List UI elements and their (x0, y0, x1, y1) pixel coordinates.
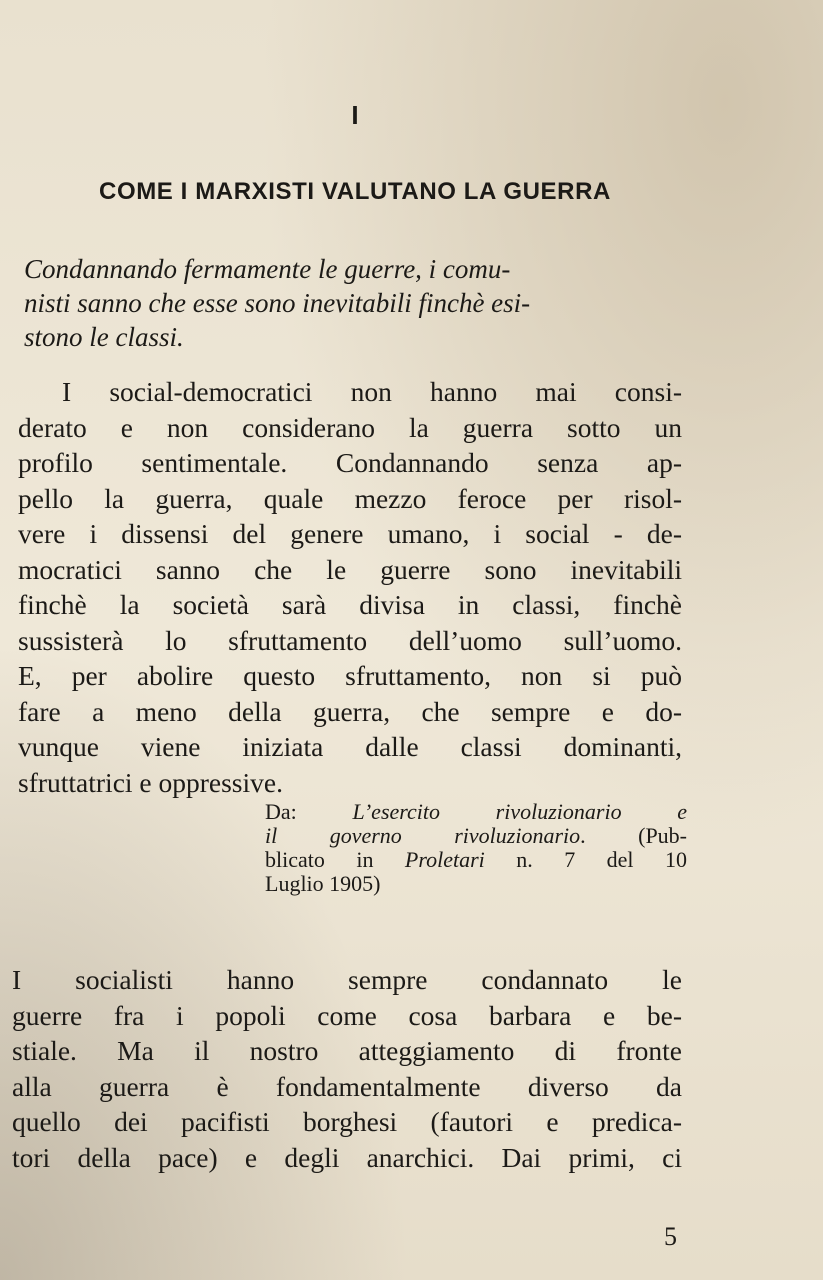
text-line: I social-democratici non hanno mai consi- (62, 376, 682, 407)
citation-prefix: Da: (265, 799, 353, 824)
epigraph-line: nisti sanno che esse sono inevitabili finchè esi- (24, 288, 531, 318)
text-line: derato e non considerano la guerra sotto un (18, 411, 682, 443)
text-line: quello dei pacifisti borghesi (fautori e predica- (12, 1106, 682, 1137)
text-line: vere i dissensi del genere umano, i social - de- (18, 518, 682, 549)
page-number: 5 (664, 1222, 677, 1251)
chapter-number: I (351, 100, 359, 130)
source-citation (265, 800, 687, 896)
citation-work-title: il governo rivoluzionario (265, 823, 581, 848)
text-line: finchè la società sarà divisa in classi, finchè (18, 589, 682, 620)
text-line: sussisterà lo sfruttamento dell’uomo sull’uomo. (18, 624, 682, 656)
citation-work-title: L’esercito rivoluzionario e (352, 799, 688, 824)
citation-line: Luglio 1905) (265, 871, 381, 896)
paragraph-2 (12, 962, 682, 1175)
text-line: pello la guerra, quale mezzo feroce per risol- (18, 482, 682, 514)
text-line: profilo sentimentale. Condannando senza ap- (18, 447, 682, 478)
chapter-title: COME I MARXISTI VALUTANO LA GUERRA (99, 178, 611, 205)
citation-text: . (Pub- (580, 823, 688, 848)
text-line: I socialisti hanno sempre condannato le (12, 964, 682, 995)
text-line: alla guerra è fondamentalmente diverso da (12, 1070, 682, 1102)
epigraph (24, 252, 684, 354)
text-line: sfruttatrici e oppressive. (18, 766, 283, 798)
citation-journal: Proletari (404, 847, 485, 872)
text-line: mocratici sanno che le guerre sono inevitabili (18, 553, 682, 585)
citation-line (265, 848, 687, 872)
citation-text: blicato in (265, 847, 405, 872)
citation-text: n. 7 del 10 (484, 847, 687, 872)
text-line: stiale. Ma il nostro atteggiamento di fronte (12, 1035, 682, 1066)
text-line: E, per abolire questo sfruttamento, non si può (18, 660, 682, 691)
citation-line (265, 824, 687, 848)
citation-line (265, 800, 687, 824)
epigraph-line: Condannando fermamente le guerre, i comu- (24, 254, 511, 284)
text-line: tori della pace) e degli anarchici. Dai primi, ci (12, 1141, 682, 1173)
text-line: guerre fra i popoli come cosa barbara e be- (12, 999, 682, 1031)
paragraph-1 (18, 374, 682, 800)
text-line: vunque viene iniziata dalle classi dominanti, (18, 731, 682, 762)
text-line: fare a meno della guerra, che sempre e do- (18, 695, 682, 727)
epigraph-line: stono le classi. (24, 322, 184, 352)
